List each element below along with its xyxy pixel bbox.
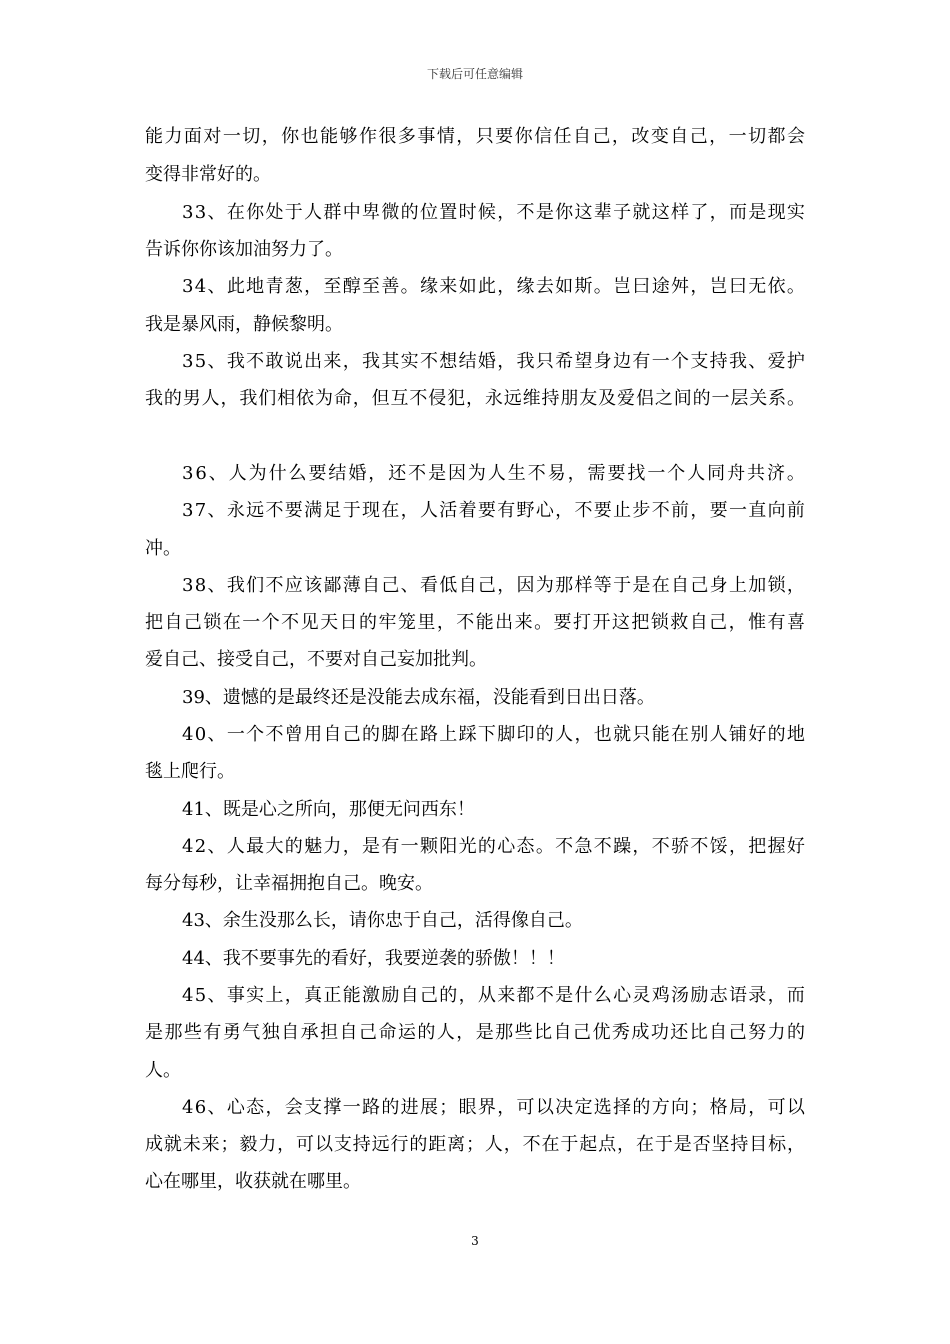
text-line: 每分每秒，让幸福拥抱自己。晚安。 xyxy=(145,873,433,894)
text-line: 把自己锁在一个不见天日的牢笼里，不能出来。要打开这把锁救自己，惟有喜 xyxy=(145,612,807,633)
text-line: 是那些有勇气独自承担自己命运的人，是那些比自己优秀成功还比自己努力的 xyxy=(145,1022,807,1043)
text-line: 冲。 xyxy=(145,538,181,559)
text-line: 34、此地青葱，至醇至善。缘来如此，缘去如斯。岂曰途舛，岂曰无依。 xyxy=(182,276,807,297)
text-line: 36、人为什么要结婚，还不是因为人生不易，需要找一个人同舟共济。 xyxy=(182,463,807,484)
text-line: 33、在你处于人群中卑微的位置时候，不是你这辈子就这样了，而是现实 xyxy=(182,202,807,223)
text-line: 38、我们不应该鄙薄自己、看低自己，因为那样等于是在自己身上加锁， xyxy=(182,575,807,596)
text-line: 46、心态，会支撑一路的进展；眼界，可以决定选择的方向；格局，可以 xyxy=(182,1097,807,1118)
text-line: 变得非常好的。 xyxy=(145,164,271,185)
text-line: 毯上爬行。 xyxy=(145,761,235,782)
text-line: 35、我不敢说出来，我其实不想结婚，我只希望身边有一个支持我、爱护 xyxy=(182,351,807,372)
page-number: 3 xyxy=(471,1234,479,1248)
text-line: 40、一个不曾用自己的脚在路上踩下脚印的人，也就只能在别人铺好的地 xyxy=(182,724,807,745)
text-line: 我的男人，我们相依为命，但互不侵犯，永远维持朋友及爱侣之间的一层关系。 xyxy=(145,388,806,409)
text-line: 人。 xyxy=(145,1060,181,1081)
text-line: 我是暴风雨，静候黎明。 xyxy=(145,314,343,335)
text-line: 爱自己、接受自己，不要对自己妄加批判。 xyxy=(145,649,487,670)
text-line: 能力面对一切，你也能够作很多事情，只要你信任自己，改变自己，一切都会 xyxy=(145,126,807,147)
text-line: 成就未来；毅力，可以支持远行的距离；人，不在于起点，在于是否坚持目标， xyxy=(145,1134,806,1155)
text-line: 41、既是心之所向，那便无问西东！ xyxy=(182,799,475,820)
text-line: 42、人最大的魅力，是有一颗阳光的心态。不急不躁，不骄不馁，把握好 xyxy=(182,836,807,857)
text-line: 44、我不要事先的看好，我要逆袭的骄傲！！！ xyxy=(182,948,565,969)
text-line: 45、事实上，真正能激励自己的，从来都不是什么心灵鸡汤励志语录，而 xyxy=(182,985,807,1006)
text-line: 心在哪里，收获就在哪里。 xyxy=(145,1171,361,1192)
text-line: 37、永远不要满足于现在，人活着要有野心，不要止步不前，要一直向前 xyxy=(182,500,807,521)
page-header: 下载后可任意编辑 xyxy=(426,67,523,81)
text-line: 39、遗憾的是最终还是没能去成东福，没能看到日出日落。 xyxy=(182,687,655,708)
text-line: 43、余生没那么长，请你忠于自己，活得像自己。 xyxy=(182,910,583,931)
text-line: 告诉你你该加油努力了。 xyxy=(145,239,343,260)
